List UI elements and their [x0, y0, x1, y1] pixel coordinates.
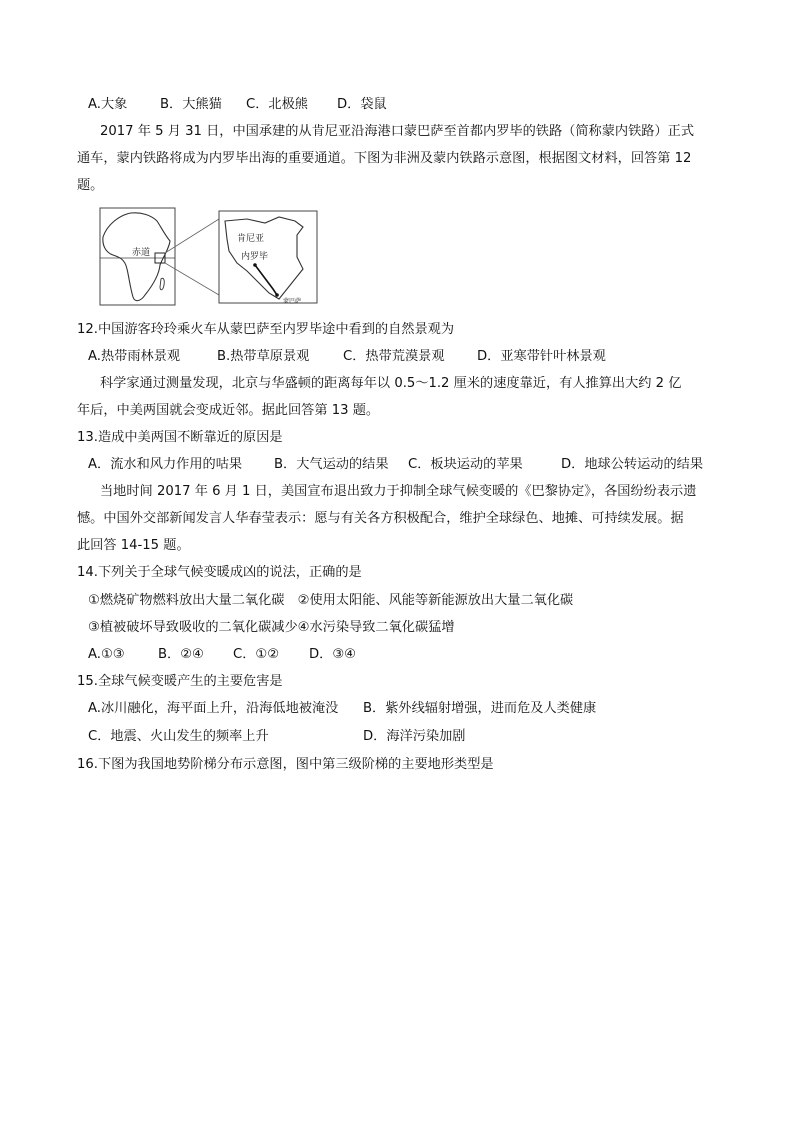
q14-stem: 14.下列关于全球气候变暖成凶的说法，正确的是 — [77, 565, 362, 580]
q14-option-b: B．②④ — [158, 647, 204, 662]
passage-14-line-2: 憾。中国外交部新闻发言人华春莹表示：愿与有关各方积极配合，维护全球绿色、地摊、可持续发展。据 — [77, 511, 684, 526]
q12-stem: 12.中国游客玲玲乘火车从蒙巴萨至内罗毕途中看到的自然景观为 — [77, 322, 455, 337]
passage-12-line-2: 通车，蒙内铁路将成为内罗毕出海的重要通道。下图为非洲及蒙内铁路示意图，根据图文材料，回答第 12 — [77, 151, 692, 166]
q13-option-d: D．地球公转运动的结果 — [561, 457, 704, 472]
q15-option-a: A.冰川融化，海平面上升，沿海低地被淹没 — [88, 701, 339, 716]
q12-option-a: A.热带雨林景观 — [88, 349, 181, 364]
passage-12-line-3: 题。 — [77, 178, 104, 193]
q11-option-b: B．大熊猫 — [160, 97, 222, 112]
q14-statement-2: ③植被破坏导致吸收的二氧化碳减少④水污染导致二氧化碳猛增 — [88, 620, 455, 635]
nairobi-label: 内罗毕 — [241, 252, 269, 262]
q15-stem: 15.全球气候变暖产生的主要危害是 — [77, 674, 283, 689]
q11-option-c: C．北极熊 — [246, 97, 308, 112]
kenya-label: 肯尼亚 — [237, 234, 265, 244]
q12-option-b: B.热带草原景观 — [217, 349, 310, 364]
q11-option-d: D．袋鼠 — [337, 97, 387, 112]
mombasa-label: 蒙巴萨 — [283, 298, 302, 305]
q15-option-c: C．地震、火山发生的频率上升 — [88, 729, 269, 744]
q13-option-a: A．流水和风力作用的咕果 — [88, 457, 243, 472]
q15-option-d: D．海洋污染加剧 — [363, 729, 466, 744]
q13-option-c: C．板块运动的苹果 — [408, 457, 523, 472]
q12-option-d: D．亚寒带针叶林景观 — [477, 349, 606, 364]
q16-stem: 16.下图为我国地势阶梯分布示意图，图中第三级阶梯的主要地形类型是 — [77, 757, 494, 772]
mombasa-dot — [275, 293, 279, 297]
q14-statement-1: ①燃烧矿物燃料放出大量二氧化碳 ②使用太阳能、风能等新能源放出大量二氧化碳 — [88, 593, 574, 608]
q14-option-c: C．①② — [233, 647, 280, 662]
passage-12-line-1: 2017 年 5 月 31 日，中国承建的从肯尼亚沿海港口蒙巴萨至首都内罗毕的铁路（简称蒙内铁路）正式 — [100, 124, 695, 139]
passage-13-line-1: 科学家通过测量发现，北京与华盛顿的距离每年以 0.5～1.2 厘米的速度靠近，有人推算出大约 2 亿 — [100, 376, 682, 391]
q11-option-a: A.大象 — [88, 97, 128, 112]
q12-option-c: C．热带荒漠景观 — [343, 349, 445, 364]
q13-stem: 13.造成中美两国不断靠近的原因是 — [77, 430, 283, 445]
nairobi-dot — [253, 263, 257, 267]
passage-14-line-3: 此回答 14-15 题。 — [77, 538, 190, 553]
q13-option-b: B．大气运动的结果 — [274, 457, 389, 472]
q14-option-a: A.①③ — [88, 647, 125, 662]
equator-label: 赤道 — [131, 248, 151, 258]
africa-kenya-railway-map — [97, 207, 319, 307]
q15-option-b: B．紫外线辐射增强，进而危及人类健康 — [363, 701, 597, 716]
q14-option-d: D．③④ — [309, 647, 356, 662]
passage-14-line-1: 当地时间 2017 年 6 月 1 日，美国宣布退出致力于抑制全球气候变暖的《巴黎协定》，各国纷纷表示遗 — [100, 484, 697, 499]
passage-13-line-2: 年后，中美两国就会变成近邻。据此回答第 13 题。 — [77, 403, 380, 418]
